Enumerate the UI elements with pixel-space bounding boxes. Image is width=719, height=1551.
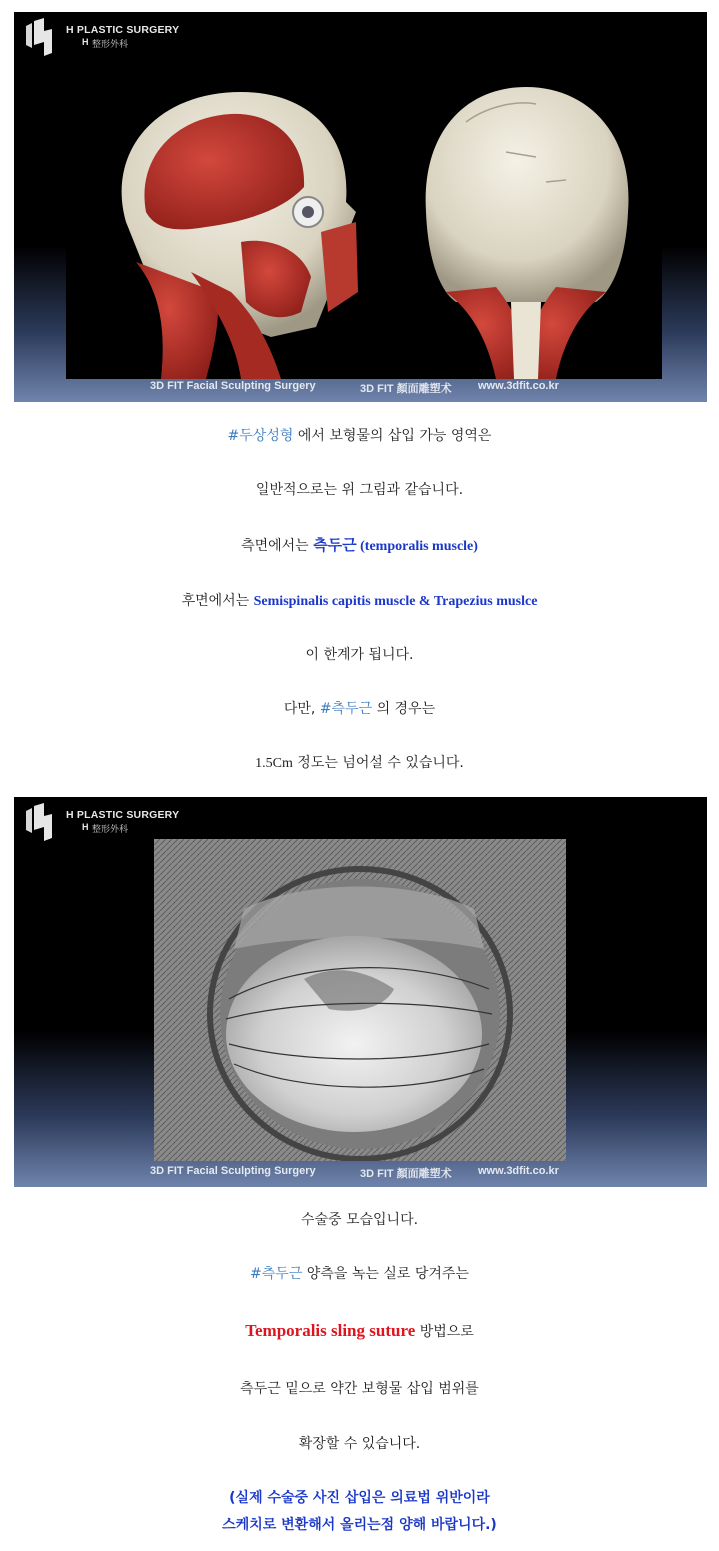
footer-brand: 3D FIT 顏面雕塑术 — [360, 383, 452, 395]
hospital-logo — [22, 803, 182, 841]
hospital-logo — [22, 18, 182, 56]
skull-anatomy-slide — [14, 12, 707, 402]
posterior-muscles: Semispinalis capitis muscle & Trapezius muslce — [253, 594, 538, 609]
logo-sub: H 整形外科 — [82, 37, 129, 49]
h-logo-icon — [22, 18, 56, 56]
hashtag-link[interactable]: #측두근 — [319, 701, 373, 717]
sling-suture-term: Temporalis sling suture — [245, 1321, 416, 1340]
side-skull — [122, 92, 358, 379]
skull-illustration — [66, 62, 662, 379]
paragraph-5: 이 한계가 됩니다. — [305, 647, 414, 663]
paragraph-12: 확장할 수 있습니다. — [298, 1436, 421, 1452]
footer-brand: 3D FIT 顏面雕塑术 — [360, 1168, 452, 1180]
paragraph-11: 측두근 밑으로 약간 보형물 삽입 범위를 — [240, 1381, 479, 1397]
hashtag-link[interactable]: #두상성형 — [227, 428, 294, 444]
footer-title: 3D FIT Facial Sculpting Surgery — [150, 380, 316, 392]
paragraph-10: Temporalis sling suture 방법으로 — [245, 1321, 474, 1340]
surgery-sketch-slide — [14, 797, 707, 1187]
paragraph-3: 측면에서는 측두근 (temporalis muscle) — [241, 536, 478, 554]
disclaimer-line-2: 스케치로 변환해서 올리는점 양해 바랍니다.) — [222, 1517, 497, 1533]
back-skull — [426, 87, 629, 379]
hashtag-link[interactable]: #측두근 — [250, 1266, 303, 1282]
disclaimer-line-1: (실제 수술중 사진 삽입은 의료법 위반이라 — [229, 1490, 490, 1506]
paragraph-2: 일반적으로는 위 그림과 같습니다. — [255, 482, 464, 498]
logo-sub: H 整形外科 — [82, 822, 129, 834]
surgery-sketch — [154, 839, 566, 1161]
paragraph-7: 1.5Cm 정도는 넘어설 수 있습니다. — [255, 755, 464, 771]
temporalis-english: (temporalis muscle) — [356, 539, 478, 554]
logo-name: H PLASTIC SURGERY — [66, 24, 180, 36]
temporalis-korean: 측두근 — [313, 536, 357, 554]
logo-name: H PLASTIC SURGERY — [66, 809, 180, 821]
footer-url: www.3dfit.co.kr — [478, 1165, 559, 1177]
paragraph-1: #두상성형 에서 보형물의 삽입 가능 영역은 — [227, 428, 492, 444]
paragraph-8: 수술중 모습입니다. — [300, 1212, 419, 1228]
paragraph-6: 다만, #측두근 의 경우는 — [283, 701, 436, 717]
slide-footer — [14, 380, 707, 396]
h-logo-icon — [22, 803, 56, 841]
footer-url: www.3dfit.co.kr — [478, 380, 559, 392]
slide-footer — [14, 1165, 707, 1181]
footer-title: 3D FIT Facial Sculpting Surgery — [150, 1165, 316, 1177]
paragraph-4: 후면에서는 Semispinalis capitis muscle & Trapezius muslce — [181, 593, 538, 609]
paragraph-9: #측두근 양측을 녹는 실로 당겨주는 — [250, 1266, 469, 1282]
